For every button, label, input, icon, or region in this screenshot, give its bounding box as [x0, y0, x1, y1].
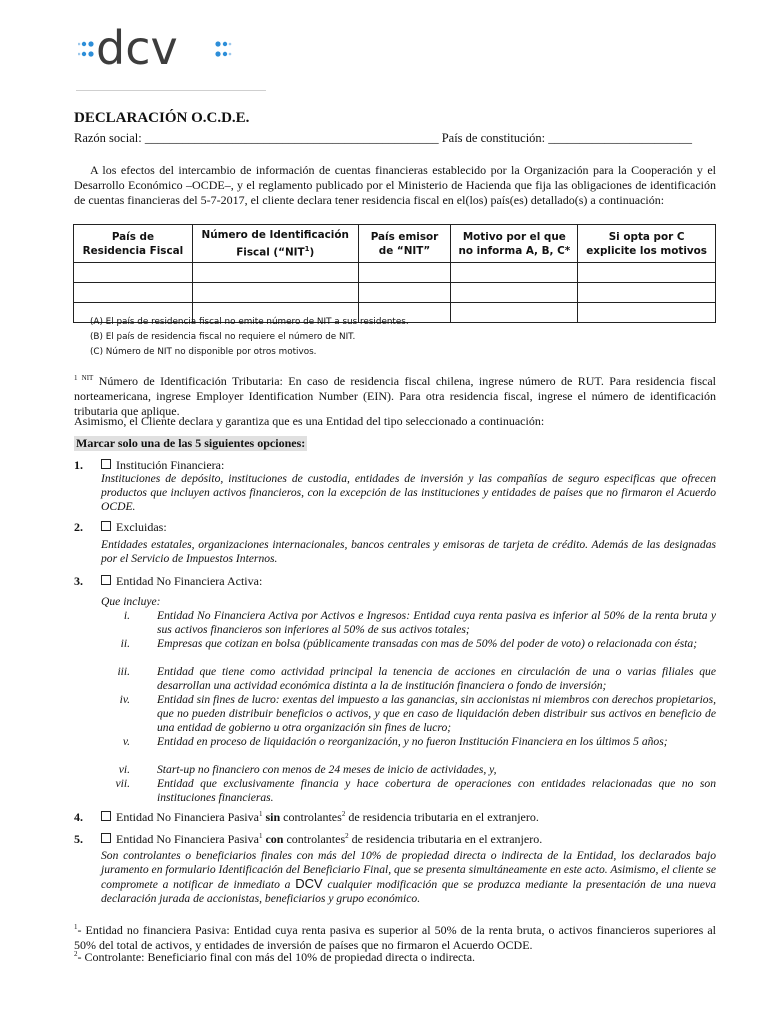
col-pais-emisor: País emisor de “NIT” — [358, 225, 451, 263]
table-cell[interactable] — [578, 303, 716, 323]
logo-divider — [76, 90, 266, 91]
table-cell[interactable] — [578, 263, 716, 283]
option-1-description: Instituciones de depósito, instituciones de custodia, entidades de inversión y las compañías de seguro especificas que ofrecen productos que incluyen activos financieros, con la excepción de las instituciones y entidades de países que no firmaron el Acuerdo OCDE. — [101, 472, 716, 513]
page-title: DECLARACIÓN O.C.D.E. — [74, 110, 250, 126]
footnote-1: $^1$- Entidad no financiera Pasiva: Entidad cuya renta pasiva es superior al 50% de la renta bruta, o activos financieros superiores al 50% del total de activos, y entidades de inversión de países que no firmaron el Acuerdo OCDE. — [74, 923, 716, 952]
col-motivo: Motivo por el que no informa A, B, C* — [451, 225, 578, 263]
option-5-description: Son controlantes o beneficiarios finales con más del 10% de propiedad directa o indirecta de la Entidad, los declarados bajo juramento en formulario Identificación del Beneficiario Final, que se presenta simultáneamente en este acto. Asimismo, el cliente se compromete a notificar de inmediato a DCV cualquier modificación que se produzca mediante la presentación de una nueva declaración jurada de accionistas, beneficiarios y grupo económico. — [101, 849, 716, 905]
table-cell[interactable] — [451, 303, 578, 323]
table-cell[interactable] — [451, 283, 578, 303]
table-cell[interactable] — [74, 263, 193, 283]
option-2-description: Entidades estatales, organizaciones internacionales, bancos centrales y emisoras de tarjeta de crédito. Además de las designadas por el Servicio de Impuestos Internos. — [101, 538, 716, 565]
table-row — [74, 263, 716, 283]
table-cell[interactable] — [451, 263, 578, 283]
dcv-logo — [78, 24, 248, 74]
footnote-2: $^2$- Controlante: Beneficiario final con más del 10% de propiedad directa o indirecta. — [74, 950, 476, 964]
nit-definition: $^{1 NIT}$ Número de Identificación Tributaria: En caso de residencia fiscal chilena, ingrese número de RUT. Para residencia fiscal norteamericana, ingrese Employer Identification Number (EIN). Para otra residencia fiscal, ingrese el número de identificación tributaria que aplique. — [74, 374, 716, 418]
marcar-heading: Marcar solo una de las 5 siguientes opciones: — [76, 436, 306, 450]
intro-paragraph: A los efectos del intercambio de información de cuentas financieras establecido por la Organización para la Cooperación y el Desarrollo Económico –OCDE–, y el reglamento publicado por el Ministerio de Hacienda que fija las obligaciones de identificación de cuentas financieras del 5-7-2017, el cliente declara tener residencia fiscal en el(los) país(es) detallado(s) a continuación: — [74, 163, 716, 207]
razon-social-field[interactable]: Razón social: _______________________________________________ País de constitución: _______________________ — [74, 131, 693, 145]
logo-text: dcv — [96, 24, 178, 74]
table-cell[interactable] — [358, 263, 451, 283]
col-pais-residencia: País de Residencia Fiscal — [74, 225, 193, 263]
checkbox-option-2[interactable] — [101, 521, 111, 531]
dcv-mention: DCV — [295, 876, 323, 891]
note-b: (B) El país de residencia fiscal no requiere el número de NIT. — [90, 332, 356, 342]
table-cell[interactable] — [578, 283, 716, 303]
asimismo-text: Asimismo, el Cliente declara y garantiza que es una Entidad del tipo seleccionado a continuación: — [74, 414, 545, 428]
checkbox-option-5[interactable] — [101, 833, 111, 843]
checkbox-option-3[interactable] — [101, 575, 111, 585]
table-header-row — [74, 225, 716, 263]
table-row — [74, 283, 716, 303]
checkbox-option-4[interactable] — [101, 811, 111, 821]
col-numero-nit: Número de Identificación Fiscal (“NIT$^1$) — [192, 225, 358, 263]
table-cell[interactable] — [74, 283, 193, 303]
que-incluye: Que incluye: — [101, 595, 161, 608]
table-cell[interactable] — [192, 263, 358, 283]
table-cell[interactable] — [192, 283, 358, 303]
checkbox-option-1[interactable] — [101, 459, 111, 469]
nit-table — [73, 224, 716, 323]
note-a: (A) El país de residencia fiscal no emite número de NIT a sus residentes. — [90, 317, 409, 327]
table-cell[interactable] — [358, 283, 451, 303]
table-notes — [90, 315, 409, 360]
note-c: (C) Número de NIT no disponible por otros motivos. — [90, 347, 317, 357]
col-explicite: Si opta por C explicite los motivos — [578, 225, 716, 263]
